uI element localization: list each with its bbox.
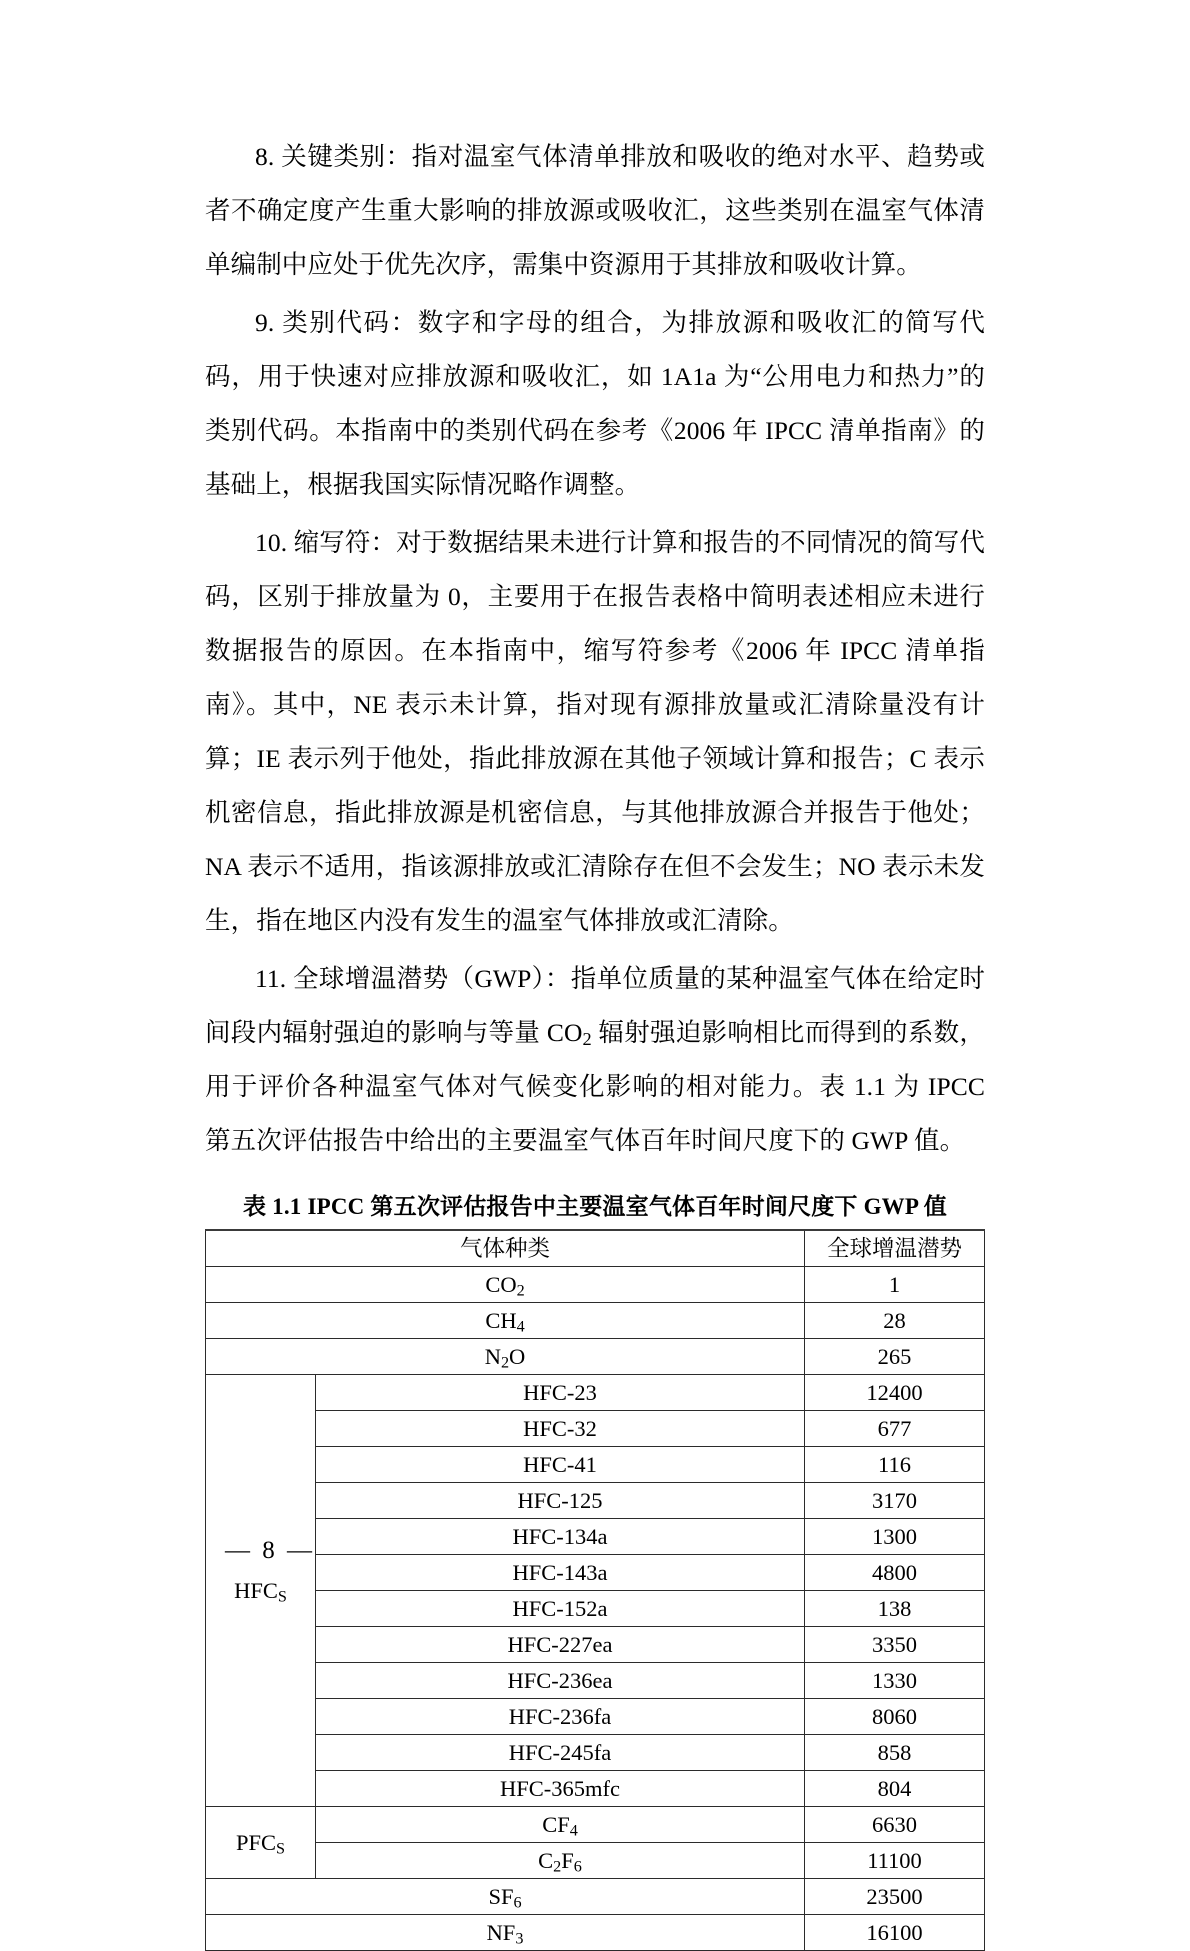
gas-name-cell: HFC-143a (316, 1555, 805, 1591)
table-caption: 表 1.1 IPCC 第五次评估报告中主要温室气体百年时间尺度下 GWP 值 (243, 1194, 947, 1219)
gwp-value-cell: 8060 (805, 1699, 985, 1735)
gwp-value-cell: 1300 (805, 1519, 985, 1555)
paragraph-11-segment-a: 11. 全球增温潜势（GWP）：指单位质量的某种温室气体在给定时间段内辐射强迫的影响与等量 CO (205, 964, 985, 1047)
gwp-value-cell: 804 (805, 1771, 985, 1807)
gwp-value-cell: 11100 (805, 1843, 985, 1879)
table-row (206, 1663, 985, 1699)
gwp-value-cell: 1 (805, 1267, 985, 1303)
table-row (206, 1627, 985, 1663)
gas-formula: NF (486, 1919, 516, 1945)
gas-name-cell: HFC-125 (316, 1483, 805, 1519)
gwp-value-cell: 12400 (805, 1375, 985, 1411)
table-row (206, 1591, 985, 1627)
gas-formula: CH (485, 1307, 517, 1333)
table-row (206, 1771, 985, 1807)
paragraph-11-segment-b: 辐射强迫影响相比而得到的系数，用于评价各种温室气体对气候变化影响的相对能力。表 1.1 为 IPCC 第五次评估报告中给出的主要温室气体百年时间尺度下的 GWP 值。 (205, 1018, 985, 1155)
table-row (206, 1879, 985, 1915)
gwp-value-cell: 138 (805, 1591, 985, 1627)
gas-name-cell (316, 1807, 805, 1843)
header-gas-type: 气体种类 (206, 1230, 805, 1267)
page-footer (0, 1537, 1190, 1565)
paragraph-10: 10. 缩写符：对于数据结果未进行计算和报告的不同情况的简写代码，区别于排放量为 0，主要用于在报告表格中简明表述相应未进行数据报告的原因。在本指南中，缩写符参考《2006 年 IPCC 清单指南》。其中，NE 表示未计算，指对现有源排放量或汇清除量没有计算；IE 表示列于他处，指此排放源在其他子领域计算和报告；C 表示机密信息，指此排放源是机密信息，与其他排放源合并报告于他处；NA 表示不适用，指该源排放或汇清除存在但不会发生；NO 表示未发生，指在地区内没有发生的温室气体排放或汇清除。 (205, 528, 985, 935)
gwp-value-cell: 3170 (805, 1483, 985, 1519)
gas-formula-mid: F (561, 1847, 574, 1873)
table-row (206, 1483, 985, 1519)
table-row (206, 1447, 985, 1483)
gwp-value-cell: 1330 (805, 1663, 985, 1699)
table-row (206, 1807, 985, 1843)
gwp-value-cell: 116 (805, 1447, 985, 1483)
group-label-subscript: S (276, 1839, 286, 1858)
group-label-text: PFC (235, 1829, 277, 1855)
gas-subscript: 3 (515, 1929, 524, 1948)
gwp-value-cell: 265 (805, 1339, 985, 1375)
gas-formula: N (484, 1343, 501, 1369)
gas-name-cell: HFC-41 (316, 1447, 805, 1483)
group-label-text: HFC (234, 1577, 278, 1603)
gwp-value-cell: 3350 (805, 1627, 985, 1663)
group-label-subscript: S (277, 1587, 287, 1606)
table-row (206, 1843, 985, 1879)
paragraph-11 (205, 952, 985, 1168)
gwp-value-cell: 28 (805, 1303, 985, 1339)
gas-subscript: 2 (500, 1353, 510, 1372)
gwp-value-cell: 6630 (805, 1807, 985, 1843)
header-gwp: 全球增温潜势 (805, 1230, 985, 1267)
gas-name-cell: HFC-134a (316, 1519, 805, 1555)
gas-subscript: 4 (516, 1317, 525, 1336)
gas-name-cell (206, 1303, 805, 1339)
group-label-pfcs (206, 1807, 316, 1879)
gas-name-cell: HFC-236fa (316, 1699, 805, 1735)
gwp-value-cell: 858 (805, 1735, 985, 1771)
gas-name-cell: HFC-365mfc (316, 1771, 805, 1807)
gas-subscript: 4 (569, 1821, 578, 1840)
table-row (206, 1411, 985, 1447)
gas-name-cell (206, 1915, 805, 1951)
gas-name-cell: HFC-236ea (316, 1663, 805, 1699)
gas-formula: C (538, 1847, 554, 1873)
gwp-value-cell: 677 (805, 1411, 985, 1447)
table-row (206, 1735, 985, 1771)
gas-formula: SF (488, 1883, 514, 1909)
gas-formula: CF (542, 1811, 570, 1837)
paragraph-8: 8. 关键类别：指对温室气体清单排放和吸收的绝对水平、趋势或者不确定度产生重大影响的排放源或吸收汇，这些类别在温室气体清单编制中应处于优先次序，需集中资源用于其排放和吸收计算。 (205, 142, 985, 279)
gas-subscript: 2 (516, 1281, 525, 1300)
page-number: — 8 — (225, 1537, 315, 1564)
gas-name-cell (206, 1339, 805, 1375)
gas-suffix: O (509, 1343, 526, 1369)
paragraph-11-subscript: 2 (582, 1029, 592, 1050)
table-row (206, 1339, 985, 1375)
gas-name-cell: HFC-227ea (316, 1627, 805, 1663)
gas-name-cell: HFC-23 (316, 1375, 805, 1411)
gas-formula: CO (485, 1271, 517, 1297)
gas-name-cell (316, 1843, 805, 1879)
group-label-hfcs (206, 1375, 316, 1807)
table-header-row (206, 1230, 985, 1267)
gwp-value-cell: 23500 (805, 1879, 985, 1915)
table-row (206, 1267, 985, 1303)
gas-name-cell (206, 1879, 805, 1915)
gwp-value-cell: 4800 (805, 1555, 985, 1591)
table-row (206, 1699, 985, 1735)
gas-subscript: 2 (553, 1857, 562, 1876)
table-row (206, 1375, 985, 1411)
gwp-value-cell: 16100 (805, 1915, 985, 1951)
table-row (206, 1915, 985, 1951)
gas-name-cell (206, 1267, 805, 1303)
paragraph-9: 9. 类别代码：数字和字母的组合，为排放源和吸收汇的简写代码，用于快速对应排放源和吸收汇，如 1A1a 为“公用电力和热力”的类别代码。本指南中的类别代码在参考《2006 年 IPCC 清单指南》的基础上，根据我国实际情况略作调整。 (205, 308, 985, 499)
gas-name-cell: HFC-245fa (316, 1735, 805, 1771)
gas-subscript: 6 (513, 1893, 522, 1912)
table-row (206, 1303, 985, 1339)
gas-name-cell: HFC-32 (316, 1411, 805, 1447)
gas-name-cell: HFC-152a (316, 1591, 805, 1627)
gas-subscript-2: 6 (573, 1857, 582, 1876)
gwp-table (205, 1229, 985, 1951)
